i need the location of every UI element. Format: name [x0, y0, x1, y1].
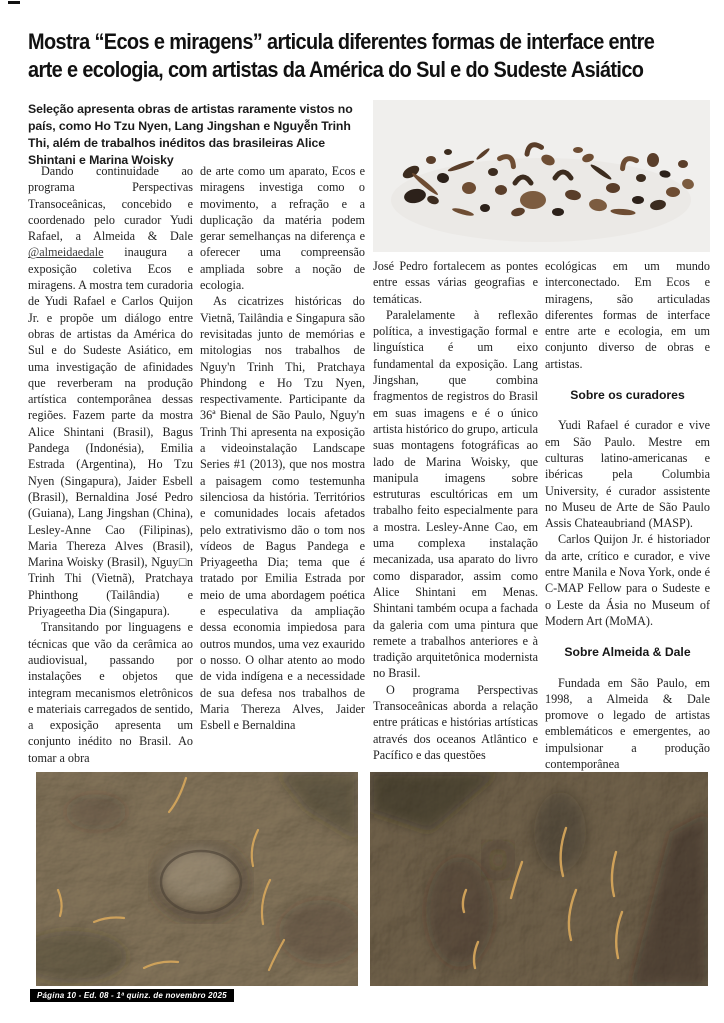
paragraph: Fundada em São Paulo, em 1998, a Almeida & Dale promove o legado de artistas emblemáticos e emergentes, ao impulsionar a produção contemporânea: [545, 675, 710, 772]
article-deck: Seleção apresenta obras de artistas raramente vistos no país, como Ho Tzu Nyen, Lang Jingshan e Nguyễn Trinh Thi, além de trabalhos inéditos das brasileiras Alice Shintani e Marina Woisky: [28, 102, 353, 167]
artwork-photo-stone-left: [36, 772, 358, 986]
folio-text: Página 10 - Ed. 08 - 1ª quinz. de novembro 2025: [37, 991, 227, 1000]
stone-texture-right: [370, 772, 708, 986]
subhead-almeida-dale: Sobre Almeida & Dale: [564, 645, 691, 660]
artwork-photo-fragments: [373, 100, 710, 252]
paragraph: O programa Perspectivas Transoceânicas aborda a relação entre práticas e histórias artísticas através dos oceanos Atlântico e Pacífico e das questões: [373, 682, 538, 762]
article-headline: [28, 28, 718, 84]
paragraph: Carlos Quijon Jr. é historiador da arte, crítico e curador, e vive entre Manila e Nova York, onde é C-MAP Fellow para o Sudeste e o Leste da Ásia no Museum of Modern Art (MoMA).: [545, 532, 710, 628]
body-column-3: [373, 258, 538, 781]
fragments-illustration: [373, 100, 710, 252]
paragraph-text: Dando continuidade ao programa Perspectivas Transoceânicas, concebido e coordenado pelo curador Yudi Rafael, a Almeida & Dale: [28, 164, 193, 244]
almeidaedale-link[interactable]: @almeidaedale: [28, 245, 104, 260]
artwork-photo-stone-right: [370, 772, 708, 986]
paragraph: de arte como um aparato, Ecos e miragens investiga como o movimento, a refração e a duplicação da matéria podem gerar semelhanças na diferença e oferecer uma compreensão ampliada sobre a noção de ecologia.: [200, 164, 365, 293]
body-column-4: [545, 258, 710, 781]
body-column-1: [28, 163, 193, 781]
headline-line-2: arte e ecologia, com artistas da América do Sul e do Sudeste Asiático: [28, 57, 644, 82]
stone-texture-left: [36, 772, 358, 986]
paragraph-text: inaugura a exposição coletiva Ecos e miragens. A mostra tem curadoria de Yudi Rafael e Carlos Quijon Jr. e propõe um diálogo entre obras de artistas da América do Sul e do Sudeste Asiático, em uma investigação de afinidades que reverberam na produção artística contemporânea dessas regiões. Fazem parte da mostra Alice Shintani (Brasil), Bagus Pandega (Indonésia), Emilia Estrada (Argentina), Ho Tzu Nyen (Singapura), Jaider Esbell (Brasil), Bernaldina José Pedro (Guiana), Lang Jingshan (China), Lesley-Anne Cao (Filipinas), Maria Thereza Alves (Brasil), Marina Woisky (Brasil), Nguy□n Trinh Thi (Vietnã), Pratchaya Phinthong (Tailândia) e Priyageetha Dia (Singapura).: [28, 245, 193, 619]
crop-mark: [8, 1, 20, 4]
paragraph: ecológicas em um mundo interconectado. Em Ecos e miragens, são articuladas diferentes formas de interface entre arte e ecologia, em um conjunto diverso de obras e artistas.: [545, 259, 710, 371]
paragraph: José Pedro fortalecem as pontes entre essas várias geografias e temáticas.: [373, 259, 538, 306]
paragraph: Transitando por linguagens e técnicas que vão da cerâmica ao audiovisual, passando por instalações e objetos que integram mecanismos eletrônicos e materiais carregados de sentido, a exposição apresenta um conjunto inédito no Brasil. Ao tomar a obra: [28, 620, 193, 765]
headline-line-1: Mostra “Ecos e miragens” articula diferentes formas de interface entre: [28, 29, 655, 54]
body-column-2: [200, 163, 365, 781]
subhead-curadores: Sobre os curadores: [570, 388, 685, 403]
folio-bar: [30, 989, 234, 1002]
paragraph: Paralelamente à reflexão política, a investigação formal e linguística é um eixo fundamental da exposição. Lang Jingshan, que combina fragmentos de registros do Brasil em suas imagens e é o único artista histórico do grupo, articula suas montagens fotográficas ao lado de Marina Woisky, que manipula imagens sobre estruturas escultóricas em um trabalho feito especialmente para a mostra. Lesley-Anne Cao, em uma complexa instalação mecanizada, usa aparato do livro como disparador, assim como Alice Shintani em Menas. Shintani também ocupa a fachada da galeria com uma pintura que remete a trabalhos anteriores e à tradição arquitetônica modernista no Brasil.: [373, 307, 538, 681]
paragraph: [28, 163, 193, 619]
paragraph: As cicatrizes históricas do Vietnã, Tailândia e Singapura são revisitadas junto de memórias e mitologias nos trabalhos de Nguy'n Trinh Thi, Pratchaya Phindong e Ho Tzu Nyen, respectivamente. Participante da 36ª Bienal de São Paulo, Nguy'n Trinh Thi apresenta na exposição a videoinstalação Landscape Series #1 (2013), que nos mostra a paisagem como testemunha silenciosa da história. Territórios e comunidades locais afetados pelo extrativismo dão o tom nos vídeos de Bagus Pandega e Priyageetha Dia; tema que é tratado por Emilia Estrada por meio de uma abordagem poética e especulativa da ampliação dessa economia impiedosa para outros mundos, uma vez exaurido o nosso. O olhar atento ao modo de vida indígena e a necessidade de sua defesa nos trabalhos de Maria Thereza Alves, Jaider Esbell e Bernaldina: [200, 294, 365, 733]
paragraph: Yudi Rafael é curador e vive em São Paulo. Mestre em culturas latino-americanas e ibéricas pela Columbia University, é curador assistente no Museu de Arte de São Paulo Assis Chateaubriand (MASP).: [545, 418, 710, 531]
